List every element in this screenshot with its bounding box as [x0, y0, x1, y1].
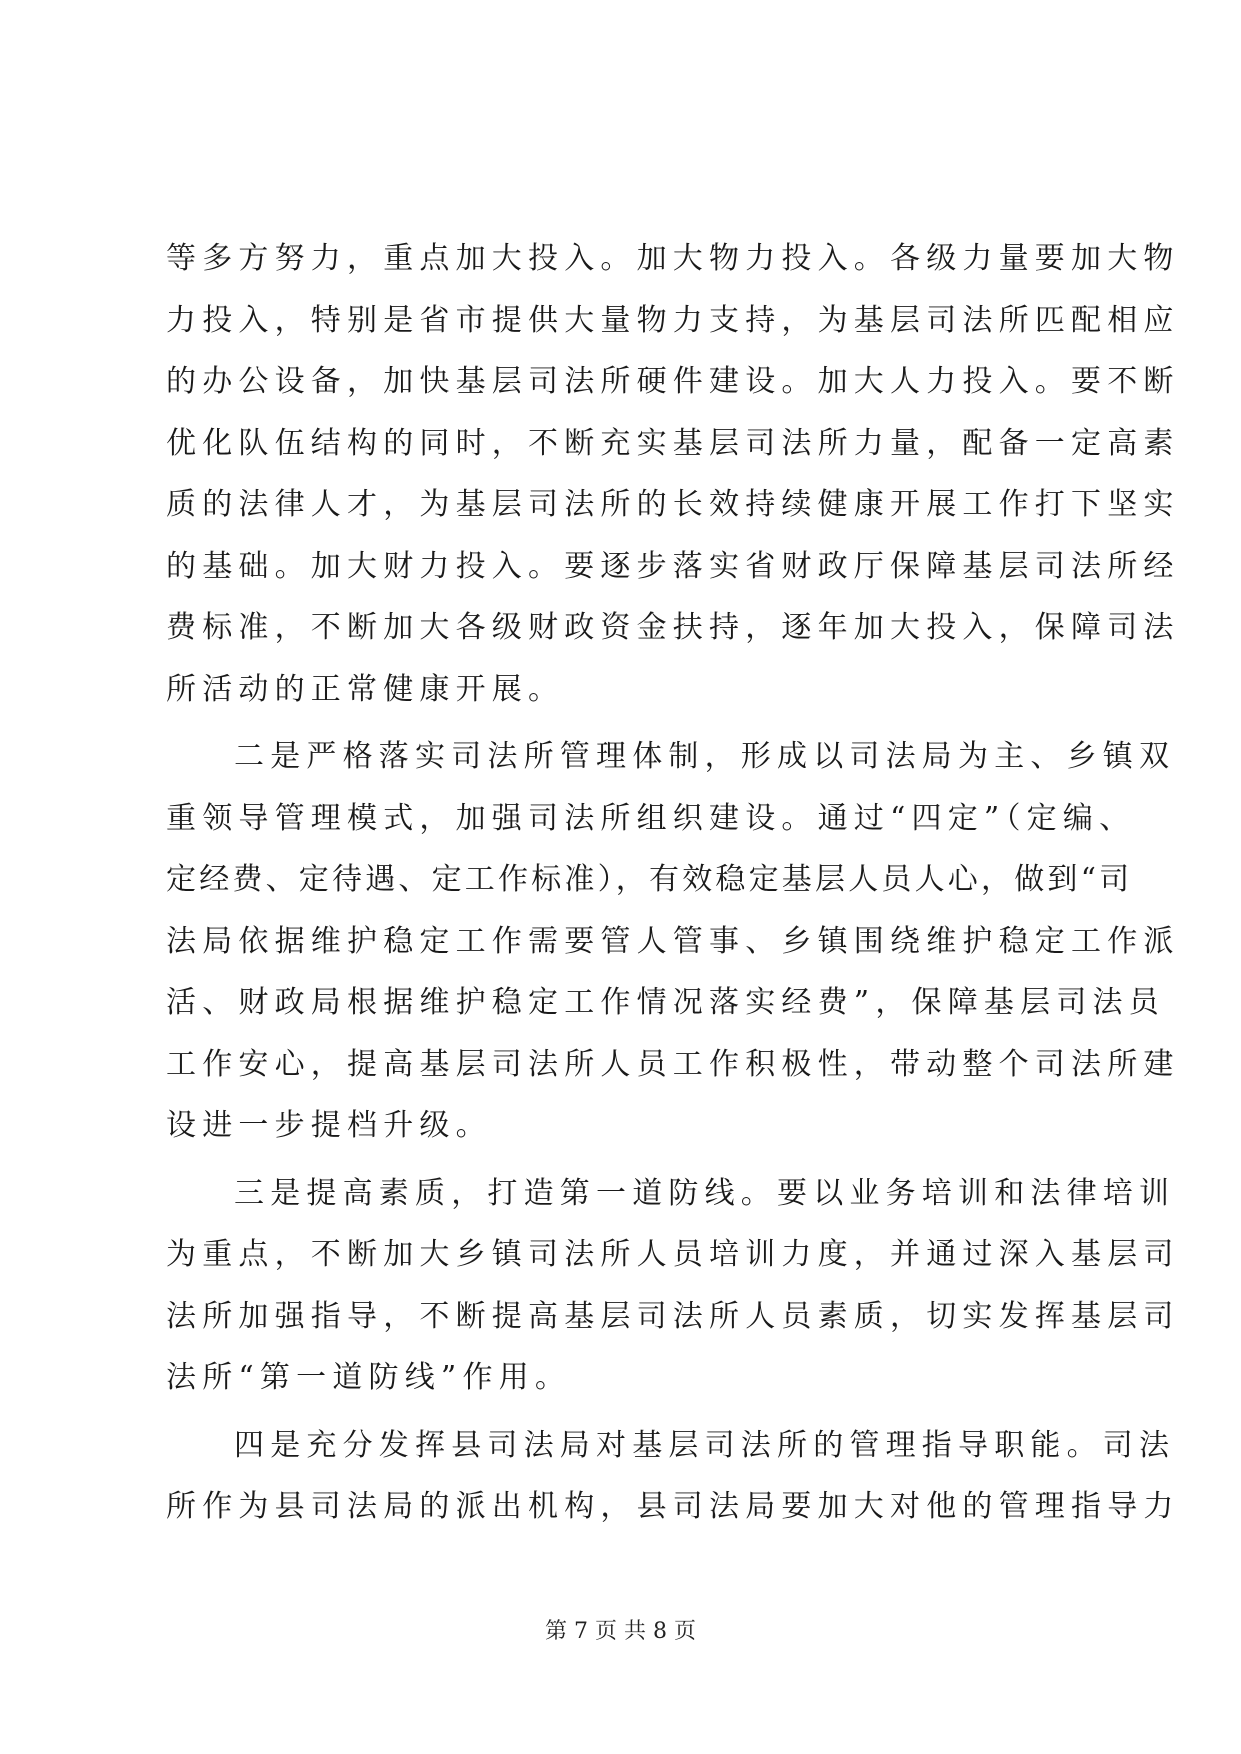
body-text [166, 228, 1180, 1538]
paragraph-line: 法所加强指导，不断提高基层司法所人员素质，切实发挥基层司 [166, 1298, 1180, 1334]
paragraph-line: 设进一步提档升级。 [166, 1108, 492, 1143]
paragraph-line: 质的法律人才，为基层司法所的长效持续健康开展工作打下坚实 [166, 487, 1180, 522]
paragraph-line: 工作安心，提高基层司法所人员工作积极性，带动整个司法所建 [166, 1046, 1180, 1082]
paragraph-line: 三是提高素质，打造第一道防线。要以业务培训和法律培训 [234, 1175, 1176, 1211]
paragraph-line: 法所“第一道防线”作用。 [166, 1360, 572, 1395]
paragraph-line: 活、财政局根据维护稳定工作情况落实经费”，保障基层司法员 [166, 985, 1165, 1020]
paragraph-line: 等多方努力，重点加大投入。加大物力投入。各级力量要加大物 [166, 241, 1180, 276]
paragraph-line: 所作为县司法局的派出机构，县司法局要加大对他的管理指导力 [166, 1489, 1180, 1524]
paragraph-line: 重领导管理模式，加强司法所组织建设。通过“四定”（定编、 [166, 800, 1136, 836]
page-footer: 第 7 页 共 8 页 [545, 1619, 696, 1644]
paragraph-line: 优化队伍结构的同时，不断充实基层司法所力量，配备一定高素 [166, 425, 1180, 461]
paragraph-line: 的办公设备，加快基层司法所硬件建设。加大人力投入。要不断 [166, 364, 1180, 399]
paragraph-line: 的基础。加大财力投入。要逐步落实省财政厅保障基层司法所经 [166, 548, 1180, 584]
paragraph-line: 四是充分发挥县司法局对基层司法所的管理指导职能。司法 [234, 1427, 1176, 1463]
paragraph-line: 费标准，不断加大各级财政资金扶持，逐年加大投入，保障司法 [166, 610, 1180, 645]
paragraph-line: 定经费、定待遇、定工作标准），有效稳定基层人员人心，做到“司 [166, 862, 1133, 897]
paragraph-line: 二是严格落实司法所管理体制，形成以司法局为主、乡镇双 [234, 739, 1176, 774]
paragraph-line: 法局依据维护稳定工作需要管人管事、乡镇围绕维护稳定工作派 [166, 923, 1180, 959]
paragraph-line: 力投入，特别是省市提供大量物力支持，为基层司法所匹配相应 [166, 302, 1180, 338]
paragraph-line: 所活动的正常健康开展。 [166, 671, 565, 707]
paragraph-line: 为重点，不断加大乡镇司法所人员培训力度，并通过深入基层司 [166, 1237, 1180, 1272]
